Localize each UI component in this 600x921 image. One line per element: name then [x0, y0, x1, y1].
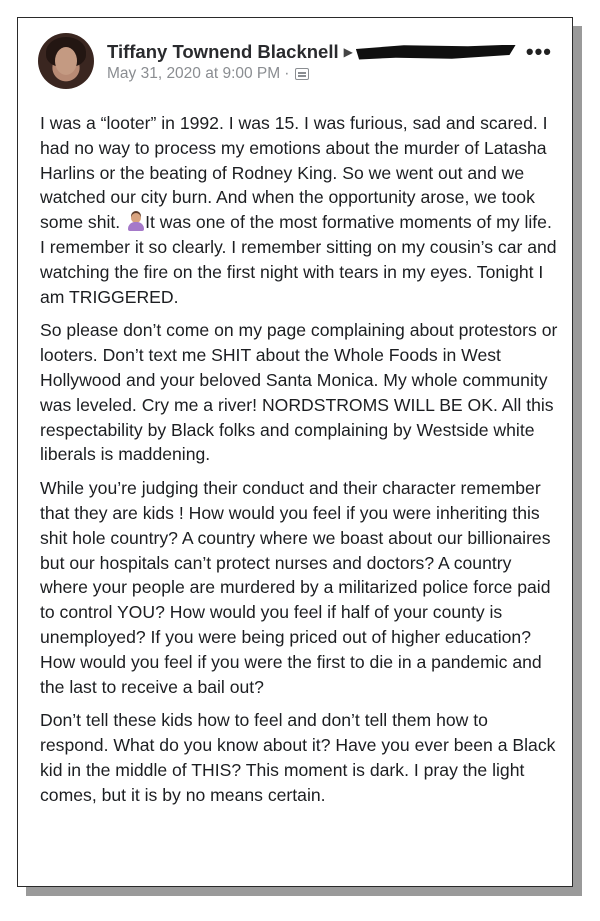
name-row: [107, 41, 562, 63]
post-paragraph-2: So please don’t come on my page complaining about protestors or looters. Don’t text me SHIT about the Whole Foods in West Hollywood and your beloved Santa Monica. My whole community was leveled. Cry me a river! NORDSTROMS WILL BE OK. All this respectability by Black folks and complaining by Westside white liberals is maddening.: [40, 320, 558, 465]
paragraph-1-text-b: It was one of the most formative moments of my life. I remember it so clearly. I remember sitting on my cousin’s car and watching the fire on the first night with tears in my eyes. Tonight I am TRIGGERED.: [40, 212, 557, 307]
avatar-face: [55, 47, 77, 75]
avatar[interactable]: [38, 33, 94, 89]
post-paragraph-1: [40, 111, 560, 309]
share-arrow-icon: ▶: [343, 45, 353, 59]
post-paragraph-4: Don’t tell these kids how to feel and don’t tell them how to respond. What do you know about it? Have you ever been a Black kid in the middle of THIS? This moment is dark. I pray the light comes, but it is by no means certain.: [40, 710, 556, 805]
post-paragraph-3: While you’re judging their conduct and their character remember that they are kids ! How would you feel if you were inheriting this shit hole country? A country where we boast about our billionaires but our hospitals can’t protect nurses and doctors? A country where your people are murdered by a militarized police force paid to control YOU? How would you feel if half of your county is unemployed? If you were being priced out of higher education? How would you feel if you were the first to die in a pandemic and the last to receive a bail out?: [40, 478, 551, 697]
post-card: [17, 17, 573, 887]
meta-separator: ·: [284, 65, 290, 82]
post-timestamp[interactable]: May 31, 2020 at 9:00 PM: [107, 65, 281, 82]
post-header: [107, 41, 562, 83]
redacted-mark: [356, 45, 516, 60]
meta-row: [107, 65, 562, 83]
author-name[interactable]: Tiffany Townend Blacknell: [107, 41, 339, 62]
post-body: [40, 111, 560, 817]
friends-list-icon[interactable]: [295, 68, 309, 80]
person-shrugging-emoji: [128, 213, 144, 231]
more-options-icon[interactable]: •••: [525, 39, 552, 64]
paragraph-1-text-a: I was a “looter” in 1992. I was 15. I was furious, sad and scared. I had no way to process my emotions about the murder of Latasha Harlins or the beating of Rodney King. So we went out and we watched our city burn. And when the opportunity arose, we took some shit.: [40, 113, 548, 233]
